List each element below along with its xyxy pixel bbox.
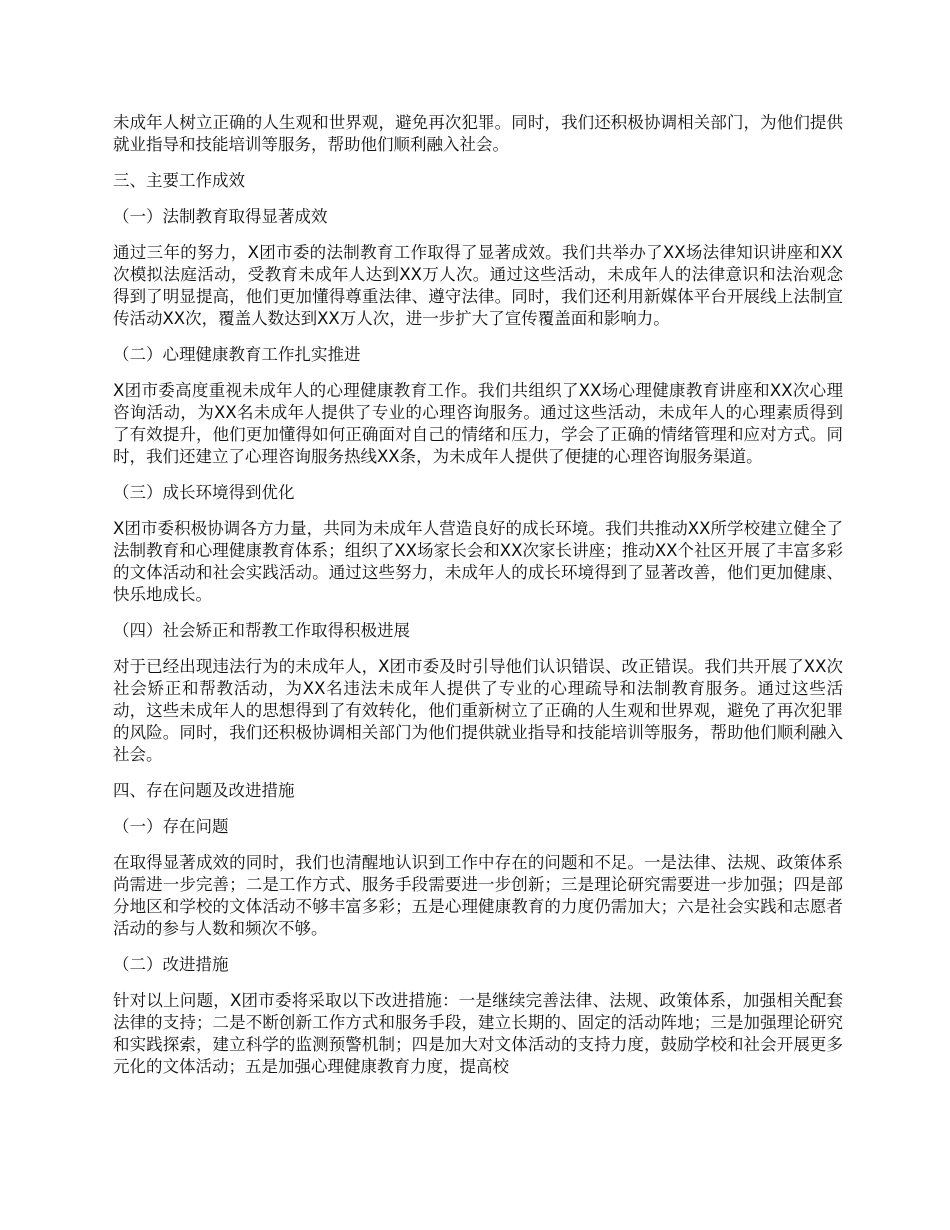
paragraph-improvement-measures: 针对以上问题，X团市委将采取以下改进措施：一是继续完善法律、法规、政策体系，加强相关配套法律的支持；二是不断创新工作方式和服务手段，建立长期的、固定的活动阵地；三是加强理论研究和实践探索，建立科学的监测预警机制；四是加大对文体活动的支持力度，鼓励学校和社会开展更多元化的文体活动；五是加强心理健康教育力度，提高校 bbox=[113, 991, 843, 1076]
subheading-correction-assistance: （四）社会矫正和帮教工作取得积极进展 bbox=[113, 621, 410, 640]
subheading-growth-environment: （三）成长环境得到优化 bbox=[113, 483, 295, 502]
subheading-mental-health: （二）心理健康教育工作扎实推进 bbox=[113, 345, 361, 364]
paragraph-legal-education: 通过三年的努力，X团市委的法制教育工作取得了显著成效。我们共举办了XX场法律知识讲座和XX次模拟法庭活动，受教育未成年人达到XX万人次。通过这些活动，未成年人的法律意识和法治观念得到了明显提高，他们更加懂得尊重法律、遵守法律。同时，我们还利用新媒体平台开展线上法制宣传活动XX次，覆盖人数达到XX万人次，进一步扩大了宣传覆盖面和影响力。 bbox=[113, 243, 843, 328]
paragraph-mental-health: X团市委高度重视未成年人的心理健康教育工作。我们共组织了XX场心理健康教育讲座和XX次心理咨询活动，为XX名未成年人提供了专业的心理咨询服务。通过这些活动，未成年人的心理素质得到了有效提升，他们更加懂得如何正确面对自己的情绪和压力，学会了正确的情绪管理和应对方式。同时，我们还建立了心理咨询服务热线XX条，为未成年人提供了便捷的心理咨询服务渠道。 bbox=[113, 381, 843, 466]
paragraph-growth-environment: X团市委积极协调各方力量，共同为未成年人营造良好的成长环境。我们共推动XX所学校建立健全了法制教育和心理健康教育体系；组织了XX场家长会和XX次家长讲座；推动XX个社区开展了丰富多彩的文体活动和社会实践活动。通过这些努力，未成年人的成长环境得到了显著改善，他们更加健康、快乐地成长。 bbox=[113, 519, 843, 604]
section-heading-problems-improvements: 四、存在问题及改进措施 bbox=[113, 781, 295, 800]
paragraph-correction-assistance: 对于已经出现违法行为的未成年人，X团市委及时引导他们认识错误、改正错误。我们共开展了XX次社会矫正和帮教活动，为XX名违法未成年人提供了专业的心理疏导和法制教育服务。通过这些活动，这些未成年人的思想得到了有效转化，他们重新树立了正确的人生观和世界观，避免了再次犯罪的风险。同时，我们还积极协调相关部门为他们提供就业指导和技能培训等服务，帮助他们顺利融入社会。 bbox=[113, 657, 843, 764]
subheading-legal-education: （一）法制教育取得显著成效 bbox=[113, 207, 328, 226]
paragraph-reintegration-intro: 未成年人树立正确的人生观和世界观，避免再次犯罪。同时，我们还积极协调相关部门，为他们提供就业指导和技能培训等服务，帮助他们顺利融入社会。 bbox=[113, 113, 843, 154]
subheading-existing-problems: （一）存在问题 bbox=[113, 817, 229, 836]
subheading-improvement-measures: （二）改进措施 bbox=[113, 955, 229, 974]
paragraph-existing-problems: 在取得显著成效的同时，我们也清醒地认识到工作中存在的问题和不足。一是法律、法规、政策体系尚需进一步完善；二是工作方式、服务手段需要进一步创新；三是理论研究需要进一步加强；四是部分地区和学校的文体活动不够丰富多彩；五是心理健康教育的力度仍需加大；六是社会实践和志愿者活动的参与人数和频次不够。 bbox=[113, 853, 843, 938]
document-page bbox=[113, 112, 843, 1078]
section-heading-main-results: 三、主要工作成效 bbox=[113, 171, 245, 190]
